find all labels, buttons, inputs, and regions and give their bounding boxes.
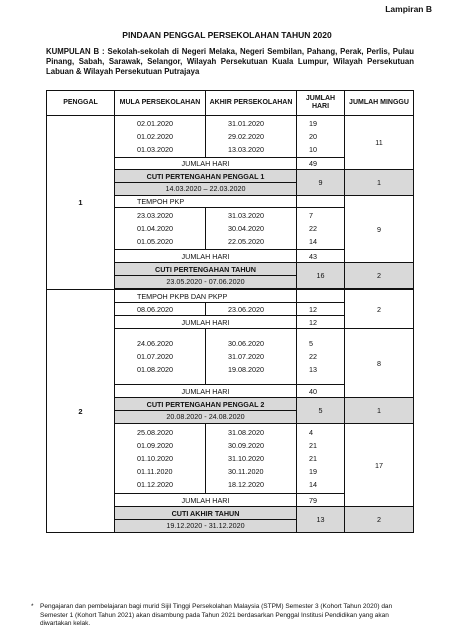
table-header-row (47, 91, 414, 116)
date-end: 30.04.2020 (228, 224, 264, 233)
break-weeks: 2 (345, 507, 414, 533)
break-title: CUTI AKHIR TAHUN (171, 509, 240, 518)
break-days: 16 (297, 263, 345, 289)
date-end: 31.08.2020 (228, 428, 264, 437)
total-days-value: 79 (297, 494, 345, 507)
day-count: 10 (309, 145, 317, 154)
cell-akhir (206, 424, 297, 494)
date-end: 22.05.2020 (228, 237, 264, 246)
date-end: 31.03.2020 (228, 211, 264, 220)
break-days: 9 (297, 170, 345, 196)
date-start: 01.02.2020 (137, 132, 173, 141)
header-jumlah-minggu: JUMLAH MINGGU (345, 91, 414, 116)
break-cell (115, 170, 297, 196)
date-start: 01.08.2020 (137, 365, 173, 374)
break-title: CUTI PERTENGAHAN PENGGAL 2 (146, 400, 265, 409)
date-start: 08.06.2020 (115, 303, 206, 316)
cell-mula (115, 208, 206, 250)
break-cell (115, 263, 297, 289)
header-penggal: PENGGAL (47, 91, 115, 116)
cell-akhir (206, 208, 297, 250)
school-term-table (46, 90, 414, 533)
day-count: 19 (309, 467, 317, 476)
day-count: 13 (309, 365, 317, 374)
header-mula: MULA PERSEKOLAHAN (115, 91, 206, 116)
total-days-value: 12 (297, 316, 345, 329)
date-end: 19.08.2020 (228, 365, 264, 374)
day-count: 19 (309, 119, 317, 128)
date-start: 01.05.2020 (137, 237, 173, 246)
day-count: 14 (309, 237, 317, 246)
total-days-label: JUMLAH HARI (115, 494, 297, 507)
day-count: 14 (309, 480, 317, 489)
date-start: 01.03.2020 (137, 145, 173, 154)
date-start: 01.12.2020 (137, 480, 173, 489)
date-start: 24.06.2020 (137, 339, 173, 348)
date-end: 29.02.2020 (228, 132, 264, 141)
footnote-marker: * (31, 603, 34, 610)
period-label: TEMPOH PKPB DAN PKPP (115, 290, 297, 303)
group-description: KUMPULAN B : Sekolah-sekolah di Negeri Melaka, Negeri Sembilan, Pahang, Perak, Perlis, Pulau Pinang, Sabah, Sarawak, Selangor, Wilayah Persekutuan Kuala Lumpur, Wilayah Persekutuan Labuan & Wilayah Persekutuan Putrajaya (46, 47, 414, 76)
total-days-value: 49 (297, 158, 345, 170)
date-start: 02.01.2020 (137, 119, 173, 128)
day-count: 4 (309, 428, 313, 437)
break-dates: 23.05.2020 - 07.06.2020 (115, 275, 296, 287)
date-start: 01.10.2020 (137, 454, 173, 463)
cell-akhir (206, 329, 297, 385)
date-start: 01.07.2020 (137, 352, 173, 361)
appendix-label: Lampiran B (385, 4, 432, 14)
cell-hari (297, 329, 345, 385)
break-dates: 14.03.2020 – 22.03.2020 (115, 182, 296, 194)
total-days-label: JUMLAH HARI (115, 385, 297, 398)
day-count: 20 (309, 132, 317, 141)
date-start: 23.03.2020 (137, 211, 173, 220)
break-title: CUTI PERTENGAHAN TAHUN (155, 265, 256, 274)
table-row (47, 290, 414, 303)
date-start: 01.11.2020 (137, 467, 173, 476)
date-end: 30.11.2020 (228, 467, 264, 476)
date-end: 31.07.2020 (228, 352, 264, 361)
total-days-value: 43 (297, 250, 345, 263)
total-days-value: 40 (297, 385, 345, 398)
break-title: CUTI PERTENGAHAN PENGGAL 1 (146, 172, 265, 181)
day-count: 21 (309, 454, 317, 463)
date-end: 18.12.2020 (228, 480, 264, 489)
date-end: 13.03.2020 (228, 145, 264, 154)
day-count: 7 (309, 211, 313, 220)
week-count: 2 (345, 290, 414, 329)
date-end: 31.01.2020 (228, 119, 264, 128)
footnote-text: Pengajaran dan pembelajaran bagi murid Sijil Tinggi Persekolahan Malaysia (STPM) Semester 3 (Kohort Tahun 2020) dan Semester 1 (Kohort Tahun 2021) akan disambung pada Tahun 2021 berdasarkan Penggal Institusi Pendidikan yang akan diwartakan kelak. (40, 603, 393, 628)
break-dates: 20.08.2020 - 24.08.2020 (115, 410, 296, 422)
week-count: 9 (345, 196, 414, 263)
total-days-label: JUMLAH HARI (115, 158, 297, 170)
week-count: 17 (345, 424, 414, 507)
date-end: 30.09.2020 (228, 441, 264, 450)
cell-hari (297, 116, 345, 158)
break-weeks: 1 (345, 170, 414, 196)
break-cell (115, 398, 297, 424)
break-days: 5 (297, 398, 345, 424)
date-end: 30.06.2020 (228, 339, 264, 348)
week-count: 8 (345, 329, 414, 398)
break-weeks: 1 (345, 398, 414, 424)
break-dates: 19.12.2020 - 31.12.2020 (115, 519, 296, 531)
break-days: 13 (297, 507, 345, 533)
term-2-label: 2 (47, 290, 115, 533)
cell-mula (115, 116, 206, 158)
period-label: TEMPOH PKP (115, 196, 297, 208)
empty-cell (297, 290, 345, 303)
break-weeks: 2 (345, 263, 414, 289)
document-title: PINDAAN PENGGAL PERSEKOLAHAN TAHUN 2020 (122, 30, 332, 40)
date-start: 01.04.2020 (137, 224, 173, 233)
header-jumlah-hari: JUMLAH HARI (297, 91, 345, 116)
date-end: 23.06.2020 (206, 303, 297, 316)
cell-akhir (206, 116, 297, 158)
header-akhir: AKHIR PERSEKOLAHAN (206, 91, 297, 116)
cell-hari (297, 208, 345, 250)
cell-mula (115, 329, 206, 385)
week-count: 11 (345, 116, 414, 170)
cell-mula (115, 424, 206, 494)
day-count: 22 (309, 224, 317, 233)
day-count: 21 (309, 441, 317, 450)
break-cell (115, 507, 297, 533)
date-end: 31.10.2020 (228, 454, 264, 463)
day-count: 5 (309, 339, 313, 348)
date-start: 01.09.2020 (137, 441, 173, 450)
day-count: 12 (297, 303, 345, 316)
term-1-label: 1 (47, 116, 115, 290)
date-start: 25.08.2020 (137, 428, 173, 437)
day-count: 22 (309, 352, 317, 361)
table-row (47, 116, 414, 158)
cell-hari (297, 424, 345, 494)
total-days-label: JUMLAH HARI (115, 316, 297, 329)
total-days-label: JUMLAH HARI (115, 250, 297, 263)
footnote (31, 603, 418, 629)
empty-cell (297, 196, 345, 208)
